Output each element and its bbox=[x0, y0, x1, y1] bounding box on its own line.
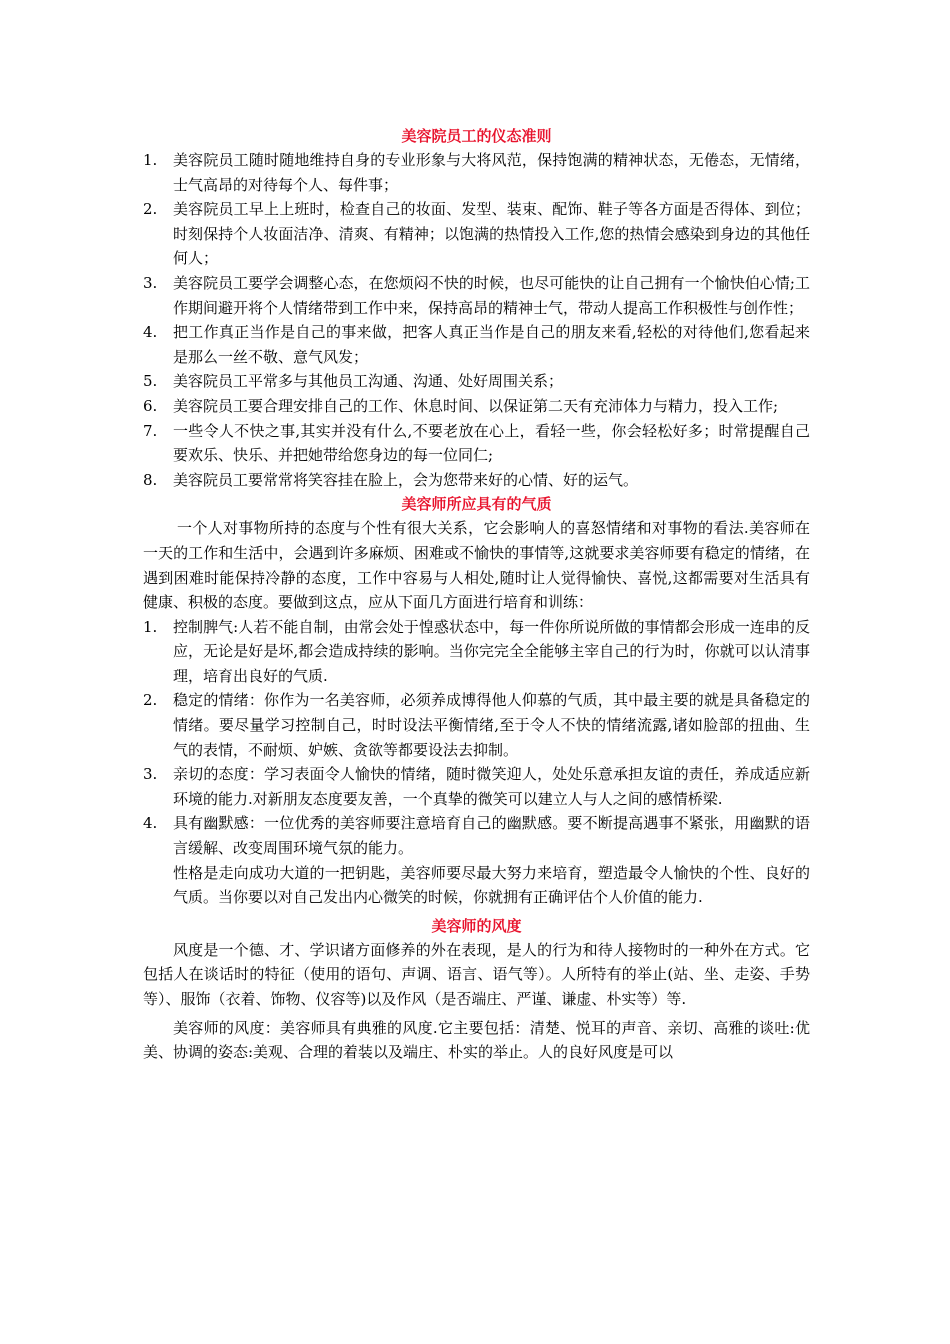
list-item bbox=[143, 811, 810, 860]
list-item bbox=[143, 419, 810, 468]
list-item-text: 一些令人不快之事,其实并没有什么,不要老放在心上，看轻一些，你会轻松好多；时常提醒自己要欢乐、快乐、并把她带给您身边的每一位同仁; bbox=[173, 421, 810, 465]
list-item bbox=[143, 271, 810, 320]
list-number: 2. bbox=[143, 691, 158, 710]
section-title-demeanor: 美容师的风度 bbox=[431, 916, 522, 935]
list-item-text: 控制脾气:人若不能自制，由常会处于惶惑状态中，每一件你所说所做的事情都会形成一连串的反应，无论是好是坏,都会造成持续的影响。当你完完全全能够主宰自己的行为时，你就可以认清事理，培育出良好的气质. bbox=[173, 617, 810, 685]
temperament-list bbox=[143, 615, 810, 861]
list-item bbox=[143, 394, 810, 419]
section-title-temperament: 美容师所应具有的气质 bbox=[401, 495, 552, 514]
list-item bbox=[143, 688, 810, 762]
list-item bbox=[143, 148, 810, 197]
list-item bbox=[143, 468, 810, 493]
list-number: 7. bbox=[143, 421, 158, 440]
list-item-text: 把工作真正当作是自己的事来做，把客人真正当作是自己的朋友来看,轻松的对待他们,您看起来是那么一丝不敬、意气风发； bbox=[173, 323, 810, 366]
list-item bbox=[143, 369, 810, 394]
list-item bbox=[143, 615, 810, 689]
list-item-text: 亲切的态度：学习表面令人愉快的情绪，随时微笑迎人，处处乐意承担友谊的责任，养成适应新环境的能力.对新朋友态度要友善，一个真挚的微笑可以建立人与人之间的感情桥梁. bbox=[173, 765, 810, 808]
demeanor-paragraph: 美容师的风度：美容师具有典雅的风度.它主要包括：清楚、悦耳的声音、亲切、高雅的谈吐:优美、协调的姿态:美观、合理的着装以及端庄、朴实的举止。人的良好风度是可以 bbox=[143, 1018, 810, 1062]
list-item bbox=[143, 197, 810, 271]
list-item-text: 美容院员工要常常将笑容挂在脸上，会为您带来好的心情、好的运气。 bbox=[173, 470, 639, 489]
list-item-text: 具有幽默感：一位优秀的美容师要注意培育自己的幽默感。要不断提高遇事不紧张，用幽默的语言缓解、改变周围环境气氛的能力。 bbox=[173, 814, 810, 858]
list-number: 4. bbox=[143, 814, 158, 833]
temperament-closing-paragraph: 性格是走向成功大道的一把钥匙，美容师要尽最大努力来培育，塑造最令人愉快的个性、良好的气质。当你要以对自己发出内心微笑的时候，你就拥有正确评估个人价值的能力. bbox=[173, 863, 810, 907]
list-number: 6. bbox=[143, 396, 158, 415]
etiquette-list bbox=[143, 148, 810, 492]
list-number: 5. bbox=[143, 372, 158, 391]
list-item-text: 美容院员工要合理安排自己的工作、休息时间、以保证第二天有充沛体力与精力，投入工作; bbox=[173, 396, 779, 415]
section-title-etiquette: 美容院员工的仪态准则 bbox=[401, 127, 552, 145]
list-item-text: 美容院员工随时随地维持自身的专业形象与大将风范，保持饱满的精神状态，无倦态，无情绪，士气高昂的对待每个人、每件事； bbox=[173, 151, 810, 194]
list-number: 1. bbox=[143, 617, 158, 636]
list-item bbox=[143, 320, 810, 369]
list-item bbox=[143, 762, 810, 811]
list-item-text: 美容院员工要学会调整心态，在您烦闷不快的时候，也尽可能快的让自己拥有一个愉快伯心情;工作期间避开将个人情绪带到工作中来，保持高昂的精神士气，带动人提高工作积极性与创作性； bbox=[173, 273, 810, 317]
list-item-text: 美容院员工早上上班时，检查自己的妆面、发型、装束、配饰、鞋子等各方面是否得体、到位；时刻保持个人妆面洁净、清爽、有精神；以饱满的热情投入工作,您的热情会感染到身边的其他任何人； bbox=[173, 200, 810, 268]
list-item-text: 美容院员工平常多与其他员工沟通、沟通、处好周围关系； bbox=[173, 372, 564, 391]
list-number: 3. bbox=[143, 273, 158, 292]
list-number: 8. bbox=[143, 470, 158, 489]
list-number: 4. bbox=[143, 323, 158, 342]
list-number: 1. bbox=[143, 151, 158, 169]
temperament-intro-paragraph: 一个人对事物所持的态度与个性有很大关系，它会影响人的喜怒情绪和对事物的看法.美容师在一天的工作和生活中，会遇到许多麻烦、困难或不愉快的事情等,这就要求美容师要有稳定的情绪，在遇到困难时能保持冷静的态度，工作中容易与人相处,随时让人觉得愉快、喜悦,这都需要对生活具有健康、积极的态度。要做到这点，应从下面几方面进行培育和训练： bbox=[143, 519, 810, 612]
demeanor-paragraph: 风度是一个德、才、学识诸方面修养的外在表现，是人的行为和待人接物时的一种外在方式。它包括人在谈话时的特征（使用的语句、声调、语言、语气等）。人所特有的举止(站、坐、走姿、手势等）、服饰（衣着、饰物、仪容等)以及作风（是否端庄、严谨、谦虚、朴实等）等. bbox=[143, 940, 810, 1008]
list-number: 3. bbox=[143, 765, 158, 784]
document-page bbox=[143, 124, 810, 1065]
list-number: 2. bbox=[143, 200, 158, 219]
list-item-text: 稳定的情绪：你作为一名美容师，必须养成博得他人仰慕的气质，其中最主要的就是具备稳定的情绪。要尽量学习控制自己，时时设法平衡情绪,至于令人不快的情绪流露,诸如脸部的扭曲、生气的表情，不耐烦、妒嫉、贪欲等都要设法去抑制。 bbox=[173, 691, 810, 759]
